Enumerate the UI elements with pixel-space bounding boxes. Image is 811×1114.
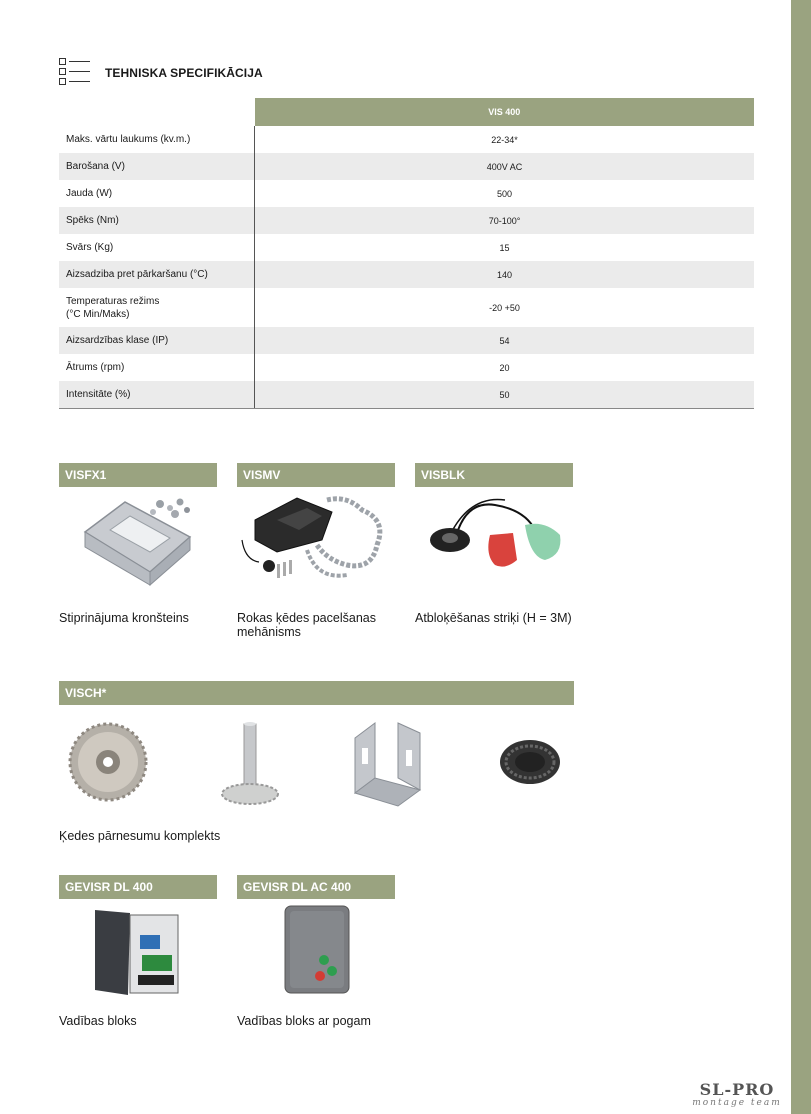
table-row	[59, 354, 754, 381]
spec-table	[59, 98, 754, 409]
release-cord-image	[425, 495, 565, 575]
caption-line2: mehānisms	[237, 625, 301, 639]
accessory-header-gevisr-dl-ac: GEVISR DL AC 400	[237, 875, 395, 899]
accessory-caption-visblk: Atbloķēšanas striķi (H = 3M)	[415, 611, 572, 625]
shaft-gear-image	[220, 722, 280, 810]
spec-model-header: VIS 400	[255, 98, 755, 126]
spec-label: Intensitāte (%)	[59, 381, 255, 409]
section-title: TEHNISKA SPECIFIKĀCIJA	[105, 66, 263, 80]
accessory-header-visfx1: VISFX1	[59, 463, 217, 487]
control-box-buttons-image	[282, 903, 352, 996]
spec-value: 50	[255, 381, 755, 409]
spec-label: Maks. vārtu laukums (kv.m.)	[59, 126, 255, 153]
table-row	[59, 261, 754, 288]
spec-label: Aizsadziba pret pārkaršanu (°C)	[59, 261, 255, 288]
table-row	[59, 126, 754, 153]
spec-value: 400V AC	[255, 153, 755, 180]
accessory-header-gevisr-dl: GEVISR DL 400	[59, 875, 217, 899]
spec-value: 500	[496, 188, 513, 199]
accessory-header-vismv: VISMV	[237, 463, 395, 487]
spec-value: -20 +50	[489, 302, 520, 313]
spec-label: Barošana (V)	[59, 153, 255, 180]
accessory-header-visblk: VISBLK	[415, 463, 573, 487]
accessory-caption-visfx1: Stiprinājuma kronšteins	[59, 611, 189, 625]
spec-label-line1: Temperaturas režims	[66, 295, 160, 307]
table-row	[59, 234, 754, 261]
chain-hoist-image	[237, 490, 395, 590]
spec-label: Spēks (Nm)	[59, 207, 255, 234]
spec-value: 140	[255, 261, 755, 288]
spec-header-blank	[59, 98, 255, 126]
side-accent-bar	[791, 0, 811, 1114]
spec-label: Jauda (W)	[59, 180, 255, 207]
spec-value: 15	[499, 242, 510, 253]
spec-value: 20	[499, 362, 510, 373]
accessory-caption-vismv	[237, 611, 376, 639]
table-row	[59, 288, 754, 327]
accessory-caption-gevisr-dl: Vadības bloks	[59, 1014, 137, 1028]
list-icon	[59, 58, 93, 88]
spec-label: Aizsardzības klase (IP)	[59, 327, 255, 354]
chain-bracket-image	[350, 718, 425, 810]
spec-label-line2: (°C Min/Maks)	[66, 308, 130, 320]
table-row	[59, 207, 754, 234]
table-row	[59, 381, 754, 409]
spec-label: Svārs (Kg)	[59, 234, 255, 261]
spec-value: 54	[255, 327, 755, 354]
caption-line1: Rokas ķēdes pacelšanas	[237, 611, 376, 625]
spec-value: 70-100°	[255, 207, 755, 234]
accessory-header-visch: VISCH*	[59, 681, 574, 705]
chain-image	[495, 735, 565, 790]
spec-label	[59, 288, 255, 327]
sprocket-image	[63, 722, 153, 802]
accessory-caption-gevisr-dl-ac: Vadības bloks ar pogam	[237, 1014, 371, 1028]
logo-brand: SL-PRO	[699, 1080, 775, 1099]
logo-tagline: montage team	[692, 1098, 782, 1108]
spec-label: Ātrums (rpm)	[59, 354, 255, 381]
brand-logo	[687, 1082, 787, 1108]
spec-value: 22-34*	[491, 134, 518, 145]
accessory-caption-visch: Ķedes pārnesumu komplekts	[59, 829, 221, 843]
control-box-image	[90, 905, 185, 1000]
section-header	[59, 58, 263, 88]
mounting-bracket-image	[75, 492, 200, 592]
table-row	[59, 180, 754, 207]
table-row	[59, 327, 754, 354]
table-row	[59, 153, 754, 180]
